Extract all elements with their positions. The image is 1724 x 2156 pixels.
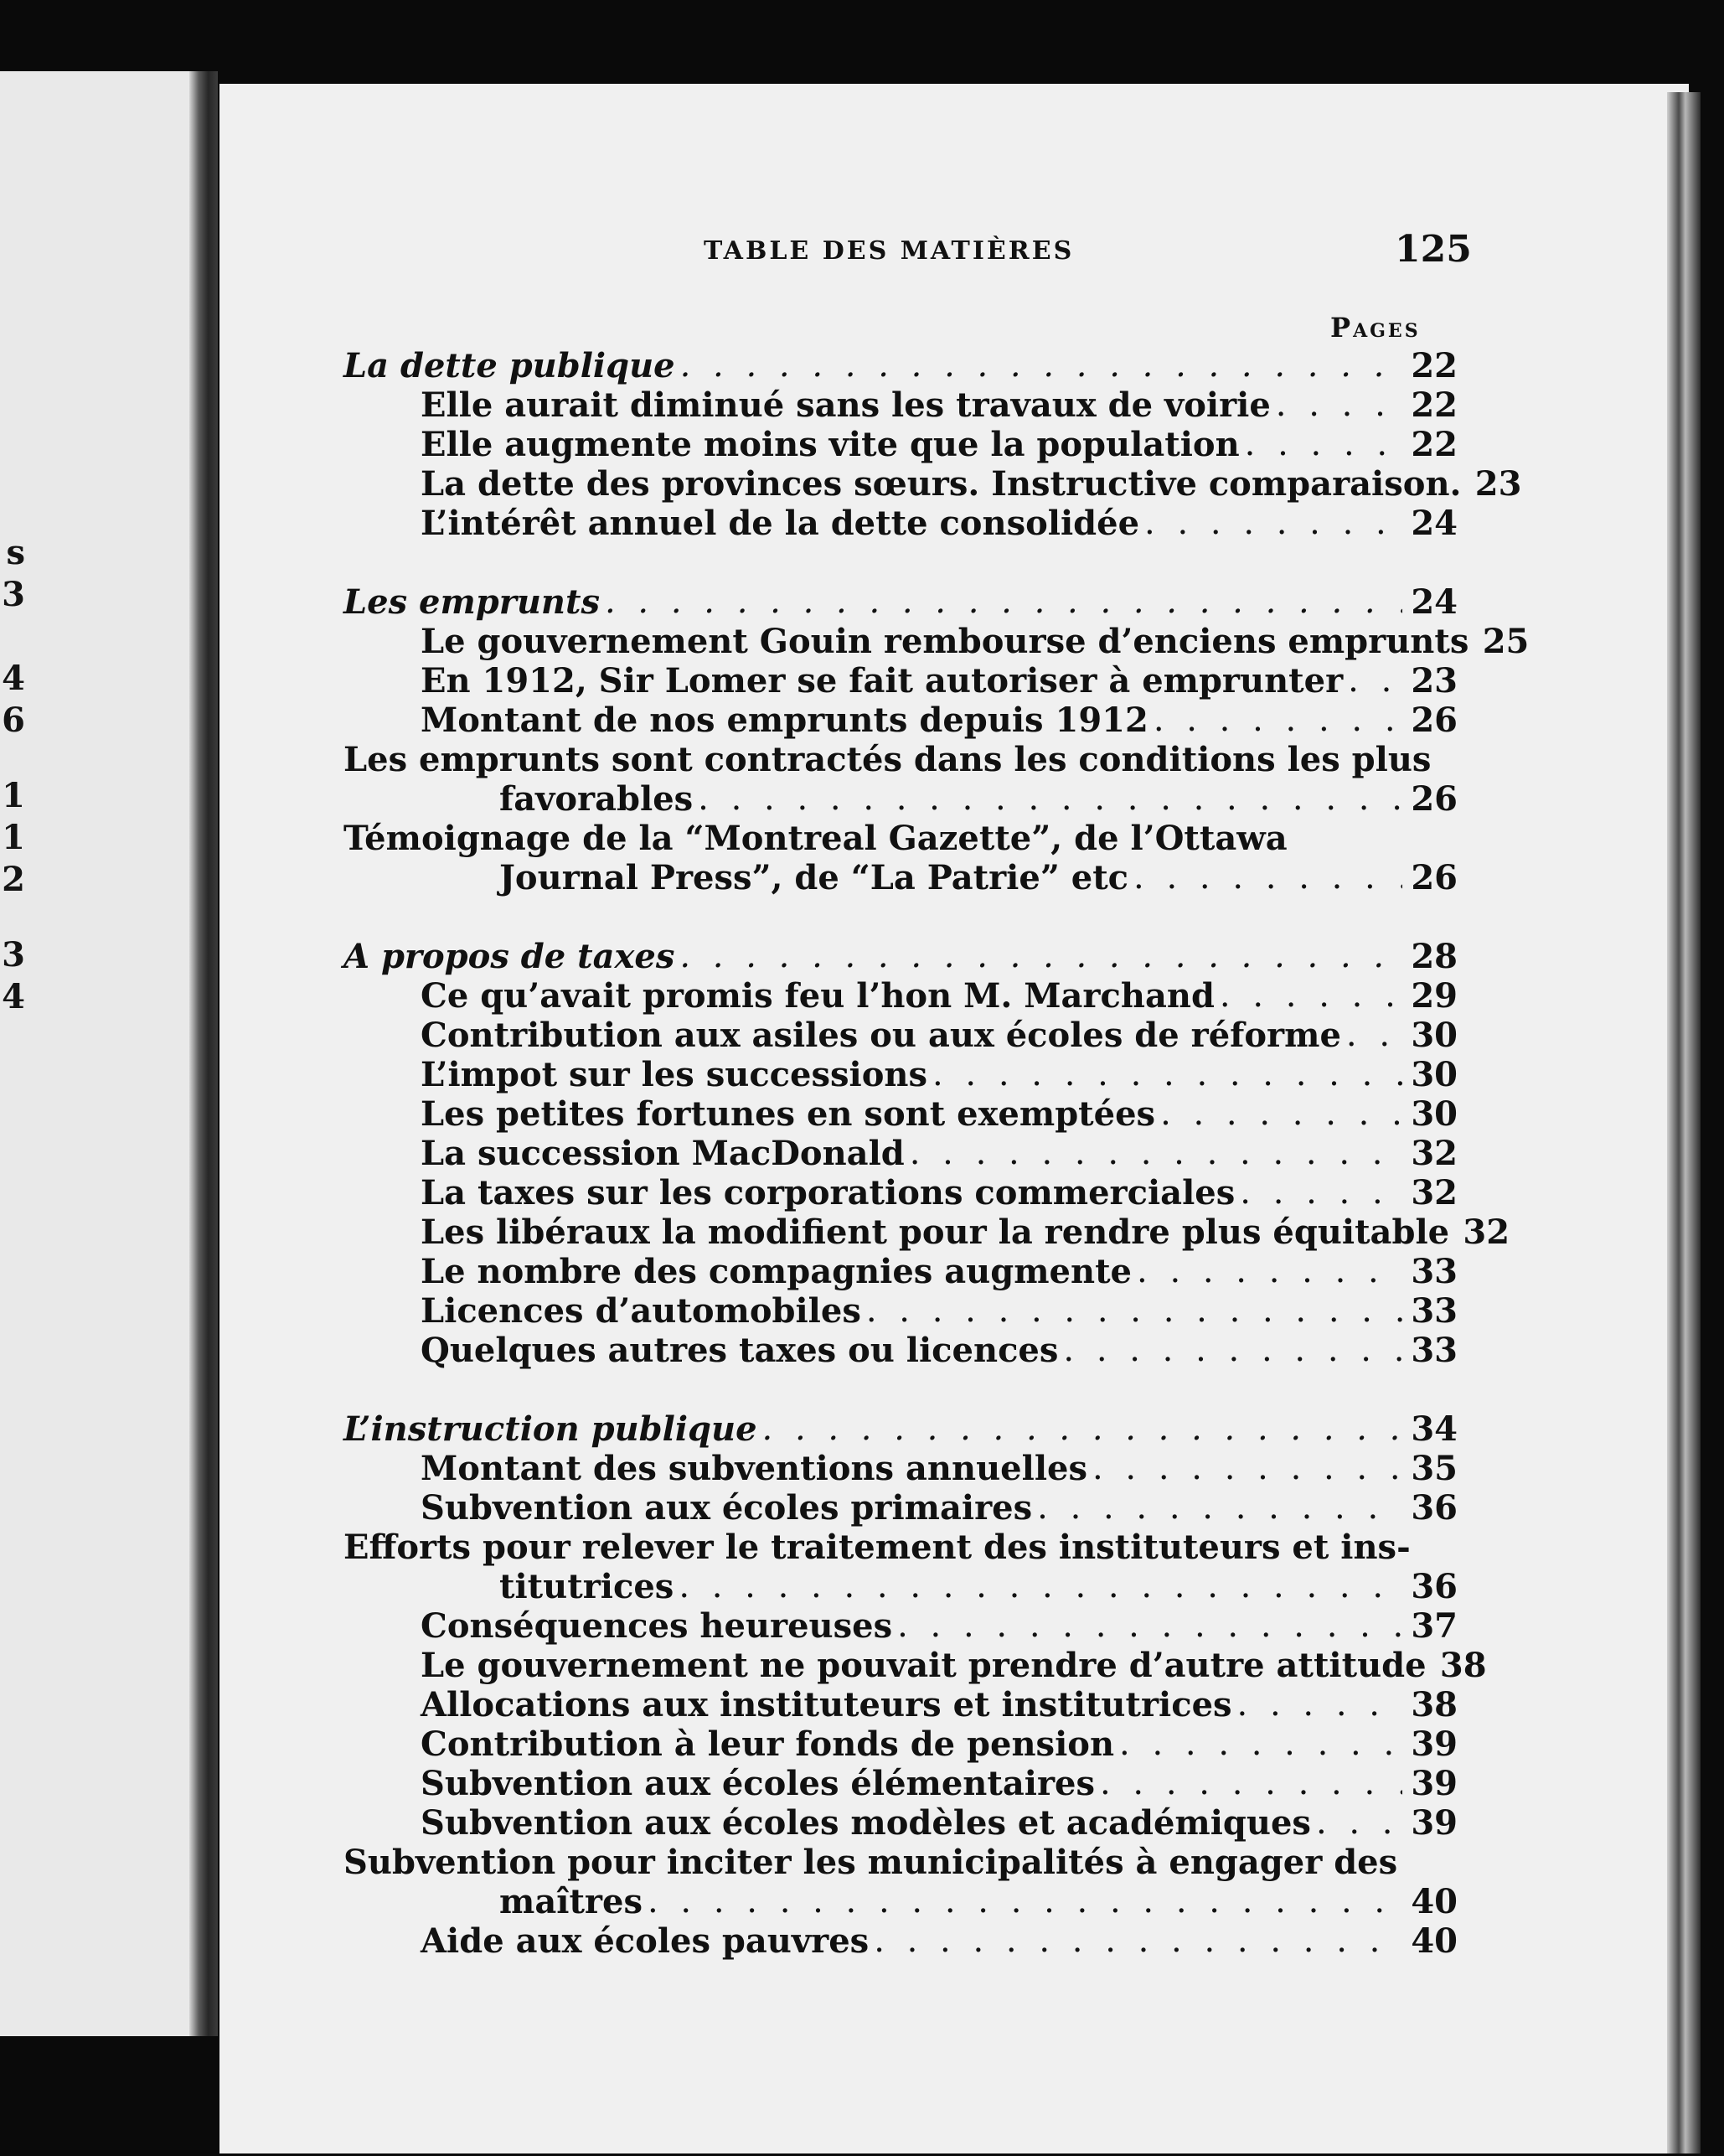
toc-entry-title: Ce qu’avait promis feu l’hon M. Marchand bbox=[421, 976, 1215, 1016]
toc-entry-title: Conséquences heureuses bbox=[421, 1606, 893, 1646]
toc-entry-page: 26 bbox=[1411, 779, 1458, 819]
toc-entry-page: 40 bbox=[1411, 1921, 1458, 1961]
toc-section-heading bbox=[343, 937, 1458, 976]
toc-entry-page: 39 bbox=[1411, 1724, 1458, 1764]
dot-leader bbox=[932, 1055, 1402, 1094]
dot-leader bbox=[1276, 385, 1402, 425]
left-page-fragment: 3 bbox=[2, 935, 25, 975]
dot-leader bbox=[1348, 661, 1402, 701]
dot-leader bbox=[679, 1567, 1402, 1606]
dot-leader bbox=[1092, 1449, 1402, 1488]
toc-entry bbox=[343, 858, 1458, 897]
pages-column-label: Pages bbox=[1330, 312, 1421, 344]
dot-leader bbox=[1037, 1488, 1402, 1528]
dot-leader bbox=[1137, 1252, 1402, 1291]
toc-entry bbox=[343, 1016, 1458, 1055]
toc-entry-title: Licences d’automobiles bbox=[421, 1291, 861, 1331]
toc-entry-title: Contribution aux asiles ou aux écoles de réforme bbox=[421, 1016, 1341, 1055]
left-page-fragment: 1 bbox=[2, 818, 25, 857]
toc-entry bbox=[343, 661, 1458, 701]
toc-entry-page: 22 bbox=[1411, 425, 1458, 464]
left-page-fragment: 4 bbox=[2, 659, 25, 698]
toc-entry-title: La dette des provinces sœurs. Instructive comparaison. bbox=[421, 464, 1462, 504]
toc-entry-page: 32 bbox=[1411, 1173, 1458, 1212]
dot-leader bbox=[897, 1606, 1402, 1646]
toc-entry bbox=[343, 1882, 1458, 1921]
toc-entry bbox=[343, 701, 1458, 740]
toc-entry-page: 34 bbox=[1411, 1409, 1458, 1449]
toc-entry-title: Le gouvernement ne pouvait prendre d’autre attitude bbox=[421, 1646, 1427, 1685]
left-page-fragment: 6 bbox=[2, 701, 25, 740]
toc-entry bbox=[343, 779, 1458, 819]
toc-entry-title: Montant des subventions annuelles bbox=[421, 1449, 1087, 1488]
toc-entry-title: Le gouvernement Gouin rembourse d’enciens emprunts bbox=[421, 622, 1469, 661]
toc-section bbox=[343, 582, 1530, 897]
toc-entry bbox=[343, 1646, 1487, 1685]
left-page-fragment: 1 bbox=[2, 776, 25, 815]
dot-leader bbox=[1160, 1094, 1402, 1134]
dot-leader bbox=[648, 1882, 1402, 1921]
toc-entry-page: 29 bbox=[1411, 976, 1458, 1016]
toc-entry-page: 26 bbox=[1411, 858, 1458, 897]
toc-entry-title: Subvention aux écoles modèles et académiques bbox=[421, 1803, 1311, 1843]
toc-entry bbox=[343, 1291, 1458, 1331]
toc-entry-title: titutrices bbox=[499, 1567, 674, 1606]
toc-entry-page: 32 bbox=[1411, 1134, 1458, 1173]
toc-entry-title: A propos de taxes bbox=[343, 937, 675, 976]
toc-entry-page: 36 bbox=[1411, 1488, 1458, 1528]
toc-entry bbox=[343, 504, 1458, 543]
toc-entry-page: 36 bbox=[1411, 1567, 1458, 1606]
dot-leader bbox=[1100, 1764, 1402, 1803]
dot-leader bbox=[874, 1921, 1402, 1961]
toc-entry bbox=[343, 1488, 1458, 1528]
dot-leader bbox=[1240, 1173, 1402, 1212]
toc-entry-page: 28 bbox=[1411, 937, 1458, 976]
toc-entry bbox=[343, 1094, 1458, 1134]
dot-leader bbox=[762, 1409, 1402, 1449]
toc-entry-page: 40 bbox=[1411, 1882, 1458, 1921]
toc-entry-page: 38 bbox=[1411, 1685, 1458, 1724]
toc-entry-title: Elle aurait diminué sans les travaux de voirie bbox=[421, 385, 1271, 425]
left-page-fragment: 3 bbox=[2, 575, 25, 614]
toc-entry-title: En 1912, Sir Lomer se fait autoriser à emprunter bbox=[421, 661, 1344, 701]
toc-entry-title: L’instruction publique bbox=[343, 1409, 757, 1449]
toc-entry-page: 33 bbox=[1411, 1252, 1458, 1291]
toc-entry-page: 26 bbox=[1411, 701, 1458, 740]
dot-leader bbox=[1119, 1724, 1402, 1764]
book-gutter bbox=[189, 71, 218, 2036]
toc-entry-page: 23 bbox=[1411, 661, 1458, 701]
toc-entry-page: 30 bbox=[1411, 1094, 1458, 1134]
toc-entry-title: favorables bbox=[499, 779, 694, 819]
toc-entry bbox=[343, 1724, 1458, 1764]
toc-entry-page: 39 bbox=[1411, 1764, 1458, 1803]
toc-entry-title: Contribution à leur fonds de pension bbox=[421, 1724, 1115, 1764]
toc-entry-page: 39 bbox=[1411, 1803, 1458, 1843]
dot-leader bbox=[605, 582, 1402, 622]
left-page-fragment: s bbox=[6, 533, 25, 572]
toc-entry bbox=[343, 1212, 1510, 1252]
left-page-fragment: 4 bbox=[2, 977, 25, 1016]
toc-entry bbox=[343, 1134, 1458, 1173]
toc-entry bbox=[343, 1055, 1458, 1094]
toc-entry-page: 25 bbox=[1482, 622, 1530, 661]
toc-entry-title: maîtres bbox=[499, 1882, 643, 1921]
page-edge bbox=[1667, 92, 1701, 2153]
dot-leader bbox=[680, 346, 1402, 385]
toc-entry-page: 30 bbox=[1411, 1016, 1458, 1055]
toc-entry bbox=[343, 464, 1522, 504]
table-of-contents bbox=[343, 346, 1530, 1961]
toc-entry-page: 30 bbox=[1411, 1055, 1458, 1094]
page-number: 125 bbox=[1395, 228, 1472, 271]
dot-leader bbox=[1245, 425, 1402, 464]
dot-leader bbox=[1316, 1803, 1402, 1843]
toc-entry bbox=[343, 425, 1458, 464]
toc-entry-title: Allocations aux instituteurs et institutrices bbox=[421, 1685, 1232, 1724]
toc-section-heading bbox=[343, 346, 1458, 385]
toc-entry-title: Les petites fortunes en sont exemptées bbox=[421, 1094, 1156, 1134]
toc-entry-title: Efforts pour relever le traitement des instituteurs et ins- bbox=[343, 1528, 1411, 1567]
toc-entry-page: 33 bbox=[1411, 1291, 1458, 1331]
left-page-fragment: 2 bbox=[2, 860, 25, 899]
dot-leader bbox=[866, 1291, 1402, 1331]
toc-section bbox=[343, 937, 1510, 1370]
toc-entry-page: 35 bbox=[1411, 1449, 1458, 1488]
toc-entry bbox=[343, 1528, 1458, 1567]
toc-entry-title: Subvention aux écoles primaires bbox=[421, 1488, 1033, 1528]
toc-entry bbox=[343, 1764, 1458, 1803]
toc-entry-title: Montant de nos emprunts depuis 1912 bbox=[421, 701, 1148, 740]
dot-leader bbox=[679, 937, 1402, 976]
dot-leader bbox=[698, 779, 1402, 819]
toc-entry bbox=[343, 622, 1530, 661]
toc-entry bbox=[343, 976, 1458, 1016]
toc-entry-title: Subvention aux écoles élémentaires bbox=[421, 1764, 1095, 1803]
toc-entry-title: Les emprunts sont contractés dans les conditions les plus bbox=[343, 740, 1432, 779]
dot-leader bbox=[1237, 1685, 1402, 1724]
toc-entry-title: L’intérêt annuel de la dette consolidée bbox=[421, 504, 1140, 543]
running-head: TABLE DES MATIÈRES bbox=[704, 236, 1075, 266]
toc-section bbox=[343, 1409, 1487, 1961]
toc-entry bbox=[343, 740, 1458, 779]
toc-entry-page: 33 bbox=[1411, 1331, 1458, 1370]
toc-entry bbox=[343, 1685, 1458, 1724]
toc-entry bbox=[343, 1173, 1458, 1212]
toc-entry bbox=[343, 819, 1458, 858]
toc-entry-title: Aide aux écoles pauvres bbox=[421, 1921, 870, 1961]
toc-entry bbox=[343, 1252, 1458, 1291]
toc-entry-title: La succession MacDonald bbox=[421, 1134, 905, 1173]
toc-entry bbox=[343, 1606, 1458, 1646]
toc-entry bbox=[343, 1567, 1458, 1606]
dot-leader bbox=[910, 1134, 1402, 1173]
toc-section-heading bbox=[343, 1409, 1458, 1449]
dot-leader bbox=[1220, 976, 1402, 1016]
toc-entry-title: Quelques autres taxes ou licences bbox=[421, 1331, 1059, 1370]
left-page-edge bbox=[0, 71, 208, 2036]
dot-leader bbox=[1133, 858, 1402, 897]
toc-entry-title: L’impot sur les successions bbox=[421, 1055, 927, 1094]
toc-entry-page: 24 bbox=[1411, 582, 1458, 622]
dot-leader bbox=[1063, 1331, 1402, 1370]
toc-entry bbox=[343, 385, 1458, 425]
toc-entry-page: 32 bbox=[1463, 1212, 1510, 1252]
toc-entry-page: 22 bbox=[1411, 346, 1458, 385]
toc-entry bbox=[343, 1803, 1458, 1843]
dot-leader bbox=[1144, 504, 1402, 543]
toc-entry-title: Les emprunts bbox=[343, 582, 600, 622]
toc-entry-title: Le nombre des compagnies augmente bbox=[421, 1252, 1133, 1291]
toc-entry-title: Journal Press”, de “La Patrie” etc bbox=[499, 858, 1129, 897]
toc-entry-page: 23 bbox=[1474, 464, 1522, 504]
dot-leader bbox=[1346, 1016, 1402, 1055]
toc-section-heading bbox=[343, 582, 1458, 622]
toc-entry-title: La taxes sur les corporations commerciales bbox=[421, 1173, 1236, 1212]
toc-entry-title: Témoignage de la “Montreal Gazette”, de l’Ottawa bbox=[343, 819, 1288, 858]
dot-leader bbox=[1154, 701, 1402, 740]
toc-entry-page: 38 bbox=[1439, 1646, 1487, 1685]
toc-entry-page: 37 bbox=[1411, 1606, 1458, 1646]
toc-entry bbox=[343, 1331, 1458, 1370]
toc-entry-title: La dette publique bbox=[343, 346, 675, 385]
toc-entry-page: 24 bbox=[1411, 504, 1458, 543]
toc-section bbox=[343, 346, 1522, 543]
toc-entry-page: 22 bbox=[1411, 385, 1458, 425]
toc-entry-title: Les libéraux la modifient pour la rendre plus équitable bbox=[421, 1212, 1450, 1252]
toc-entry-title: Elle augmente moins vite que la population bbox=[421, 425, 1240, 464]
toc-entry bbox=[343, 1449, 1458, 1488]
toc-entry bbox=[343, 1921, 1458, 1961]
toc-entry bbox=[343, 1843, 1458, 1882]
toc-entry-title: Subvention pour inciter les municipalités à engager des bbox=[343, 1843, 1398, 1882]
